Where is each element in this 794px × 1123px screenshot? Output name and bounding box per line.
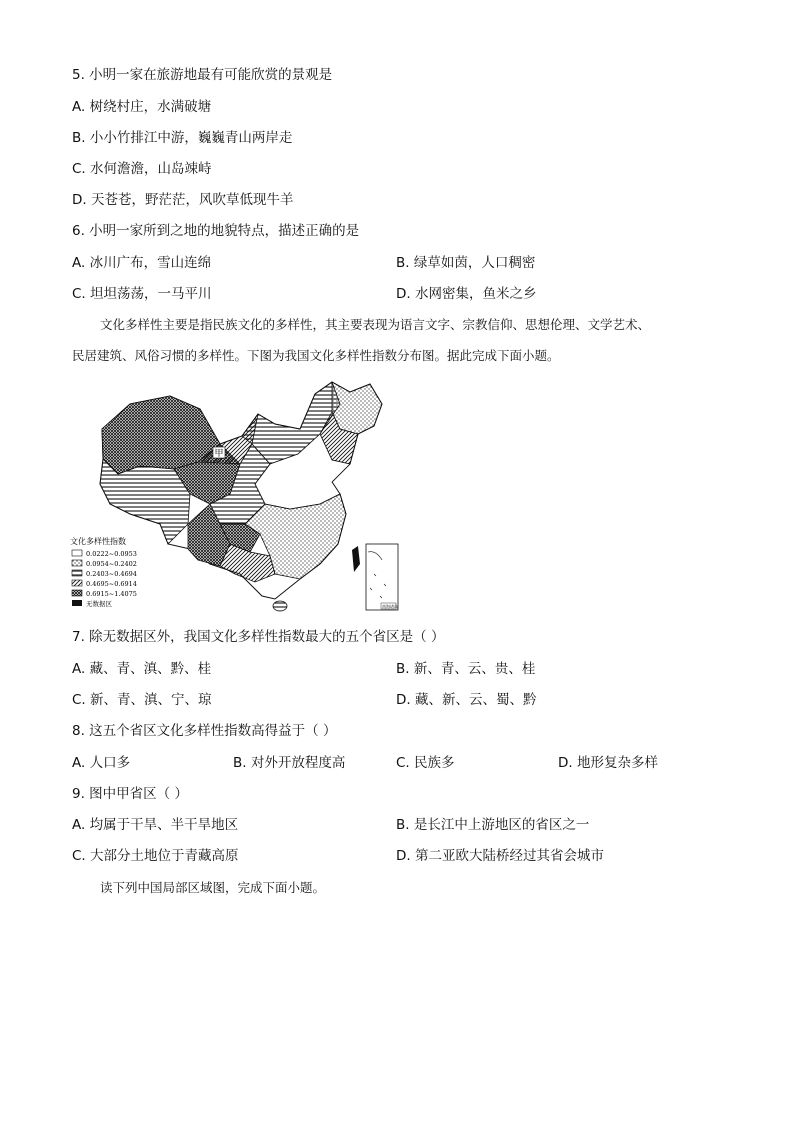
q9-option-a: A. 均属于干旱、半干旱地区	[72, 817, 239, 833]
jia-label: 甲	[214, 449, 224, 459]
passage1-line2: 民居建筑、风俗习惯的多样性。下图为我国文化多样性指数分布图。据此完成下面小题。	[72, 348, 560, 363]
q8-stem: 8. 这五个省区文化多样性指数高得益于（ ）	[72, 723, 337, 739]
south-china-sea-inset	[366, 544, 398, 610]
map-legend	[70, 536, 137, 608]
q7-option-c: C. 新、青、滇、宁、琼	[72, 692, 212, 708]
q7-stem: 7. 除无数据区外，我国文化多样性指数最大的五个省区是（ ）	[72, 629, 445, 645]
q5-stem: 5. 小明一家在旅游地最有可能欣赏的景观是	[72, 67, 333, 83]
q5-option-a: A. 树绕村庄，水满破塘	[72, 99, 212, 115]
legend-item-4: 0.4695~0.6914	[86, 580, 137, 588]
q6-option-a: A. 冰川广布，雪山连绵	[72, 255, 212, 271]
q5-option-b: B. 小小竹排江中游，巍巍青山两岸走	[72, 130, 293, 146]
q8-option-c: C. 民族多	[396, 755, 455, 771]
passage1-line1: 文化多样性主要是指民族文化的多样性，其主要表现为语言文字、宗教信仰、思想伦理、文学艺术、	[100, 317, 651, 332]
q6-option-b: B. 绿草如茵，人口稠密	[396, 255, 536, 271]
q8-option-b: B. 对外开放程度高	[233, 755, 346, 771]
legend-title: 文化多样性指数	[70, 537, 126, 546]
cultural-diversity-map	[70, 374, 400, 614]
passage2-line1: 读下列中国局部区域图，完成下面小题。	[100, 880, 326, 895]
q7-option-b: B. 新、青、云、贵、桂	[396, 661, 536, 677]
region-heilongjiang	[332, 382, 382, 434]
q7-option-a: A. 藏、青、滇、黔、桂	[72, 661, 212, 677]
legend-item-6: 无数据区	[86, 600, 112, 608]
legend-item-5: 0.6915~1.4075	[86, 590, 137, 598]
inset-label: 南海诸岛	[382, 604, 398, 609]
legend-item-2: 0.0954~0.2402	[86, 560, 137, 568]
region-hainan	[273, 601, 287, 611]
q8-option-d: D. 地形复杂多样	[558, 755, 658, 771]
q6-option-c: C. 坦坦荡荡，一马平川	[72, 286, 212, 302]
q5-option-d: D. 天苍苍，野茫茫，风吹草低现牛羊	[72, 192, 294, 208]
q8-option-a: A. 人口多	[72, 755, 131, 771]
q6-option-d: D. 水网密集，鱼米之乡	[396, 286, 537, 302]
q9-option-b: B. 是长江中上游地区的省区之一	[396, 817, 590, 833]
legend-item-3: 0.2403~0.4694	[86, 570, 137, 578]
q7-option-d: D. 藏、新、云、蜀、黔	[396, 692, 537, 708]
q9-stem: 9. 图中甲省区（ ）	[72, 786, 188, 802]
legend-item-1: 0.0222~0.0953	[86, 550, 137, 558]
q6-stem: 6. 小明一家所到之地的地貌特点，描述正确的是	[72, 223, 360, 239]
q5-option-c: C. 水何澹澹，山岛竦峙	[72, 161, 212, 177]
q9-option-d: D. 第二亚欧大陆桥经过其省会城市	[396, 848, 604, 864]
q9-option-c: C. 大部分土地位于青藏高原	[72, 848, 239, 864]
region-taiwan	[352, 546, 360, 572]
